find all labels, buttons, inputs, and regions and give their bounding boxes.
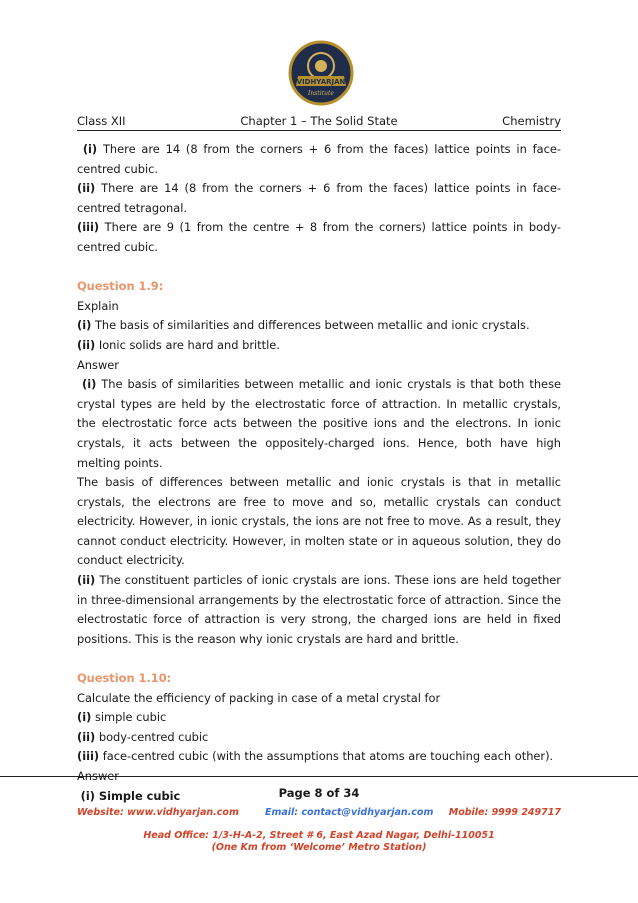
question-heading: Question 1.10: [77,671,172,686]
label: (i) [82,142,98,156]
text: There are 14 (8 from the corners + 6 from the faces) lattice points in face-centred cubic. [77,142,561,176]
label: (ii) [77,337,96,352]
label: (i) [77,318,92,333]
label: (i) [77,710,92,725]
question-intro: Calculate the efficiency of packing in case of a metal crystal for [77,690,441,705]
question-part-ii [77,336,561,356]
question-heading: Question 1.9: [77,279,164,294]
question-part-i [77,708,561,728]
prev-answer-i [77,140,561,179]
text: simple cubic [91,710,167,725]
spacer [77,258,561,278]
prev-answer-ii [77,179,561,218]
text: The basis of similarities between metallic and ionic crystals is that both these crystal types are held by the electrostatic force of attraction. In metallic crystals, the electrostatic force acts between the positive ions and the electrons. In ionic crystals, it acts between the oppositely-charged ions. Hence, both have high melting points. [77,377,562,470]
answer-part-i [77,375,561,473]
label: (i) [81,377,97,392]
answer-part-ii [77,571,561,649]
answer-label: Answer [77,357,119,372]
header-subject: Chemistry [502,114,561,128]
text: The constituent particles of ionic crystals are ions. These ions are held together in three-dimensional arrangements by the electrostatic force of attraction. Since the electrostatic force of attraction is very strong, the charged ions are held in fixed positions. This is the reason why ionic crystals are hard and brittle. [77,573,561,646]
text: body-centred cubic [95,729,209,744]
header-chapter: Chapter 1 – The Solid State [240,114,398,128]
question-part-ii [77,728,561,748]
spacer [77,649,561,669]
text: face-centred cubic (with the assumptions that atoms are touching each other). [99,749,554,764]
prev-answer-iii [77,218,561,257]
office-landmark: (One Km from ‘Welcome’ Metro Station) [211,842,427,853]
text: The basis of similarities and differences between metallic and ionic crystals. [91,318,530,333]
text: There are 9 (1 from the centre + 8 from the corners) lattice points in body-centred cubic. [77,220,561,254]
mobile-number: Mobile: 9999 249717 [448,807,561,818]
text: There are 14 (8 from the corners + 6 from the faces) lattice points in face-centred tetragonal. [77,181,561,215]
question-part-i [77,316,561,336]
question-part-iii [77,747,561,767]
page-header [77,114,561,131]
page-content [77,140,561,806]
answer-differences: The basis of differences between metallic and ionic crystals is that in metallic crystals, the electrons are free to move and so, metallic crystals can conduct electricity. However, in ionic crystals, the ions are not free to move. As a result, they cannot conduct electricity. However, in molten state or in aqueous solution, they do conduct electricity. [77,475,561,568]
logo-text-bottom: Institute [308,90,334,97]
office-address: Head Office: 1/3-H-A-2, Street # 6, East Azad Nagar, Delhi-110051 [143,830,495,841]
text: (i) Simple cubic [80,788,181,803]
contact-row [77,807,561,821]
email-link[interactable]: Email: contact@vidhyarjan.com [265,807,434,818]
answer-label: Answer [77,769,119,783]
header-class: Class XII [77,114,126,128]
footer-divider [0,776,638,777]
label: (ii) [77,573,96,588]
vidhyarjan-logo [288,40,354,110]
text: Ionic solids are hard and brittle. [95,337,280,352]
label: (iii) [77,220,100,235]
label: (ii) [77,729,96,744]
question-intro: Explain [77,298,119,313]
page-number: Page 8 of 34 [278,786,360,800]
label: (ii) [77,181,96,196]
logo-text-top: VIDHYARJAN [296,78,346,86]
head-office [0,830,638,854]
label: (iii) [77,749,100,764]
website-link[interactable]: Website: www.vidhyarjan.com [77,807,239,818]
